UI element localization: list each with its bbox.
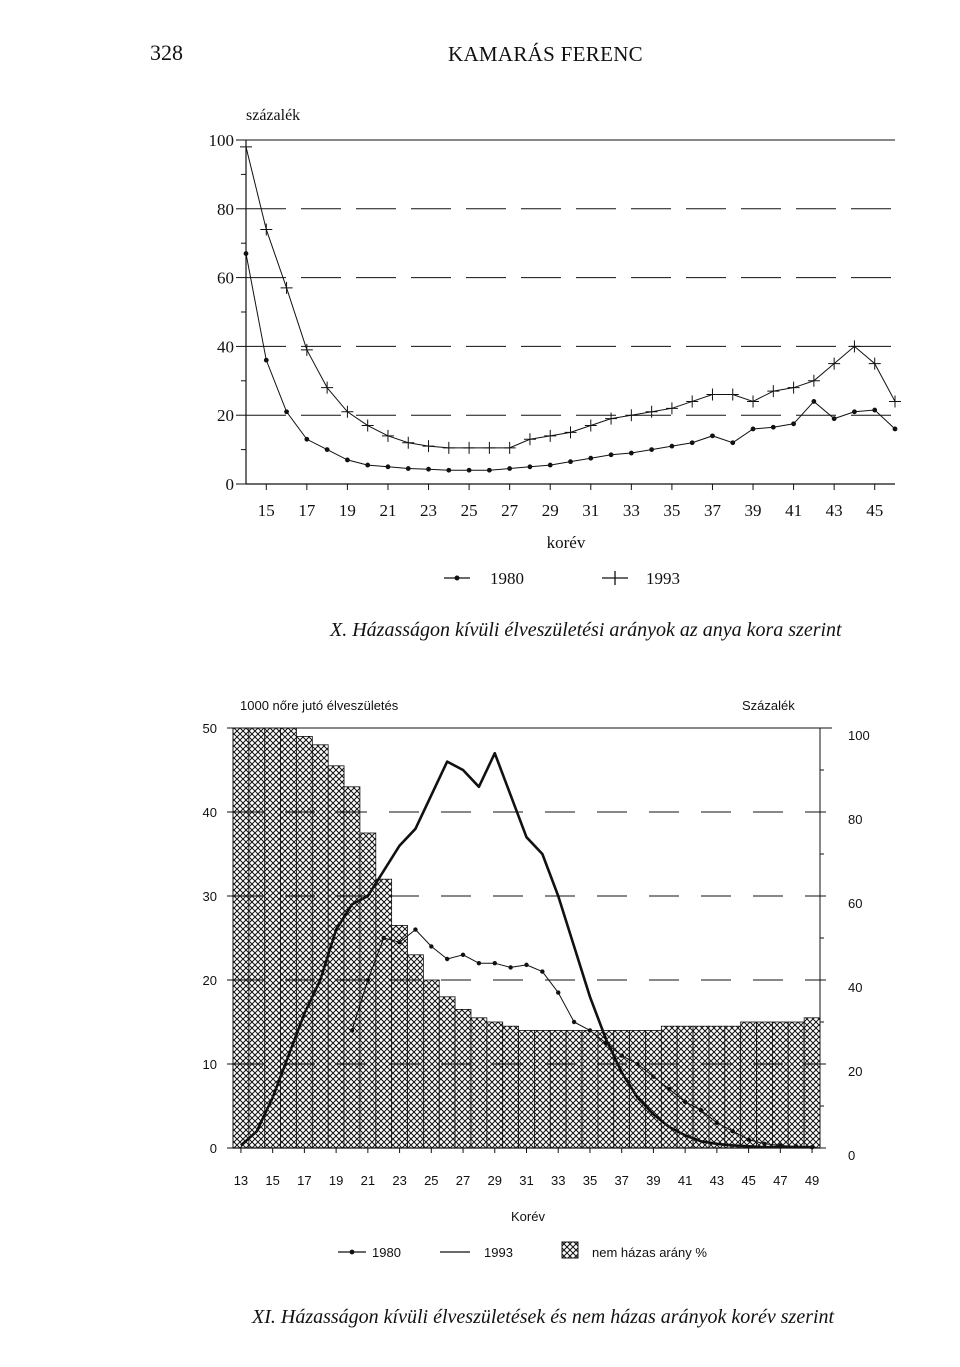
series-1980-point	[751, 427, 756, 432]
series-1993-point	[463, 442, 475, 454]
y-left-tick-label: 50	[202, 721, 217, 736]
running-head: KAMARÁS FERENC	[448, 42, 643, 66]
bar-nem-hazas	[550, 1030, 566, 1148]
series-1980-point	[832, 416, 837, 421]
series-1993-point	[666, 402, 678, 414]
bar-nem-hazas	[534, 1030, 550, 1148]
bar-nem-hazas	[709, 1026, 725, 1148]
x-tick-label: 25	[424, 1173, 439, 1188]
series-1980-point	[540, 969, 544, 973]
series-1980-point	[386, 464, 391, 469]
series-1993-point	[767, 385, 779, 397]
series-1993-point	[423, 440, 435, 452]
series-1980-point	[730, 440, 735, 445]
x-tick-label: 39	[744, 501, 762, 520]
series-1980-point	[762, 1142, 766, 1146]
series-1980-point	[507, 466, 512, 471]
bar-nem-hazas	[757, 1022, 773, 1148]
series-1980-point	[365, 463, 370, 468]
x-tick-label: 33	[622, 501, 640, 520]
x-tick-label: 29	[487, 1173, 503, 1188]
series-1980-point	[568, 459, 573, 464]
x-tick-label: 17	[297, 1173, 312, 1188]
series-1993-point	[443, 442, 455, 454]
chart-x-ylabel: százalék	[246, 107, 301, 124]
bar-nem-hazas	[392, 925, 408, 1148]
series-1980-point	[429, 944, 433, 948]
series-1980-point	[397, 940, 401, 944]
chart-xi-caption: XI. Házasságon kívüli élveszületések és nem házas arányok korév szerint	[252, 1306, 835, 1328]
bar-nem-hazas	[772, 1022, 788, 1148]
y-left-tick-label: 20	[202, 973, 217, 988]
series-1980-point	[852, 409, 857, 414]
series-1980-point	[556, 990, 560, 994]
series-1993-point	[889, 395, 901, 407]
series-1980-point	[244, 251, 249, 256]
x-tick-label: 17	[298, 501, 316, 520]
bar-nem-hazas	[693, 1026, 709, 1148]
chart-xi-bar-line	[0, 680, 960, 1280]
series-1993-point	[544, 430, 556, 442]
series-1980-point	[791, 421, 796, 426]
y-left-tick-label: 0	[209, 1141, 217, 1156]
series-1980-point	[619, 1053, 623, 1057]
series-1980-point	[683, 1100, 687, 1104]
series-1980-point	[413, 927, 417, 931]
x-tick-label: 15	[265, 1173, 280, 1188]
y-left-tick-label: 30	[202, 889, 217, 904]
series-1980-point	[715, 1121, 719, 1125]
y-tick-label: 80	[217, 199, 234, 219]
series-1980-point	[445, 957, 449, 961]
x-tick-label: 49	[804, 1173, 820, 1188]
x-tick-label: 43	[825, 501, 843, 520]
x-tick-label: 31	[582, 501, 600, 520]
series-1980-point	[264, 358, 269, 363]
bar-nem-hazas	[296, 736, 312, 1148]
bar-nem-hazas	[519, 1030, 535, 1148]
bar-nem-hazas	[677, 1026, 693, 1148]
x-tick-label: 35	[663, 501, 681, 520]
bar-nem-hazas	[455, 1009, 471, 1148]
bar-nem-hazas	[328, 766, 344, 1148]
legend-1980: 1980	[490, 569, 524, 588]
series-1980-point	[382, 936, 386, 940]
series-1980-point	[710, 433, 715, 438]
series-1980-point	[629, 451, 634, 456]
legend-nem-hazas: nem házas arány %	[592, 1245, 707, 1260]
series-1993-point	[585, 420, 597, 432]
series-1980-point	[893, 427, 898, 432]
y-tick-label: 20	[217, 406, 234, 426]
series-1980-point	[467, 468, 472, 473]
bar-nem-hazas	[249, 728, 265, 1148]
series-1980-point	[635, 1062, 639, 1066]
series-1993-point	[301, 344, 313, 356]
series-1993-point	[706, 389, 718, 401]
series-1993-point	[362, 420, 374, 432]
x-tick-label: 21	[360, 1173, 376, 1188]
series-1980-point	[667, 1087, 671, 1091]
x-tick-label: 43	[709, 1173, 725, 1188]
series-1980-point	[345, 458, 350, 463]
bar-nem-hazas	[471, 1018, 487, 1148]
chart-xi-ylabel-left: 1000 nőre jutó élveszületés	[240, 698, 399, 713]
x-tick-label: 29	[541, 501, 559, 520]
y-right-tick-label: 80	[848, 812, 863, 827]
chart-xi-ylabel-right: Százalék	[742, 698, 795, 713]
series-1980-point	[406, 466, 411, 471]
series-1993-point	[727, 389, 739, 401]
series-1993-point	[341, 406, 353, 418]
series-1993-point	[686, 395, 698, 407]
series-1980-point	[461, 953, 465, 957]
y-left-tick-label: 40	[202, 805, 217, 820]
series-1993-point	[321, 382, 333, 394]
bar-nem-hazas	[614, 1030, 630, 1148]
series-1993-point	[382, 430, 394, 442]
series-1980-point	[811, 399, 816, 404]
series-1980-point	[548, 463, 553, 468]
x-tick-label: 23	[420, 501, 438, 520]
bar-nem-hazas	[360, 833, 376, 1148]
series-1980-point	[446, 468, 451, 473]
x-tick-label: 45	[741, 1173, 756, 1188]
series-1993-point	[605, 413, 617, 425]
series-1980-point	[524, 963, 528, 967]
bar-nem-hazas	[408, 955, 424, 1148]
x-tick-label: 13	[233, 1173, 249, 1188]
x-tick-label: 41	[785, 501, 803, 520]
bar-nem-hazas	[582, 1030, 598, 1148]
series-1980-point	[771, 425, 776, 430]
series-1980-point	[588, 1028, 592, 1032]
bar-nem-hazas	[312, 745, 328, 1148]
y-right-tick-label: 100	[848, 728, 870, 743]
series-1980-point	[284, 409, 289, 414]
y-right-tick-label: 60	[848, 896, 863, 911]
bar-nem-hazas	[233, 728, 249, 1148]
x-tick-label: 37	[703, 501, 721, 520]
series-1980-point	[487, 468, 492, 473]
series-1980-point	[493, 961, 497, 965]
bar-nem-hazas	[645, 1030, 661, 1148]
series-1980-point	[731, 1129, 735, 1133]
y-right-tick-label: 20	[848, 1064, 863, 1079]
bar-nem-hazas	[344, 787, 360, 1148]
y-right-tick-label: 0	[848, 1148, 856, 1163]
x-tick-label: 27	[455, 1173, 471, 1188]
chart-xi-legend	[338, 1242, 707, 1260]
chart-x-legend	[444, 569, 680, 588]
legend-1993: 1993	[484, 1245, 513, 1260]
series-1980-point	[699, 1108, 703, 1112]
bar-nem-hazas	[423, 980, 439, 1148]
x-tick-label: 31	[519, 1173, 534, 1188]
x-tick-label: 23	[392, 1173, 407, 1188]
series-1993-point	[646, 406, 658, 418]
series-1980-point	[366, 978, 370, 982]
series-1993-point	[240, 141, 252, 153]
series-1993-point	[747, 395, 759, 407]
series-1993-point	[483, 442, 495, 454]
series-1980-point	[304, 437, 309, 442]
series-1980-point	[872, 408, 877, 413]
series-1980-point	[325, 447, 330, 452]
bar-nem-hazas	[376, 879, 392, 1148]
series-1980-point	[651, 1074, 655, 1078]
x-tick-label: 37	[614, 1173, 629, 1188]
bar-nem-hazas	[788, 1022, 804, 1148]
series-1993-point	[788, 382, 800, 394]
chart-x-xlabel: korév	[546, 533, 586, 552]
page-number: 328	[150, 40, 183, 65]
legend-1980: 1980	[372, 1245, 401, 1260]
x-tick-label: 21	[379, 501, 397, 520]
legend-1993: 1993	[646, 569, 680, 588]
x-tick-label: 33	[550, 1173, 566, 1188]
series-1980-point	[609, 452, 614, 457]
chart-x-caption: X. Házasságon kívüli élveszületési arányok az anya kora szerint	[330, 619, 842, 641]
x-tick-label: 19	[338, 501, 356, 520]
series-1993-point	[625, 409, 637, 421]
y-right-tick-label: 40	[848, 980, 863, 995]
series-1993-point	[402, 437, 414, 449]
bar-nem-hazas	[503, 1026, 519, 1148]
series-1993-point	[281, 282, 293, 294]
x-tick-label: 41	[677, 1173, 693, 1188]
x-tick-label: 27	[501, 501, 519, 520]
y-left-tick-label: 10	[202, 1057, 217, 1072]
series-1993-point	[504, 442, 516, 454]
x-tick-label: 25	[460, 501, 478, 520]
series-1980-point	[572, 1020, 576, 1024]
series-1980-point	[670, 444, 675, 449]
series-1980-point	[426, 467, 431, 472]
series-1980-point	[746, 1137, 750, 1141]
bar-nem-hazas	[439, 997, 455, 1148]
chart-x-line	[0, 0, 960, 600]
x-tick-label: 35	[582, 1173, 598, 1188]
y-tick-label: 60	[217, 268, 234, 288]
series-1980-point	[690, 440, 695, 445]
x-tick-label: 19	[328, 1173, 344, 1188]
y-tick-label: 40	[217, 337, 234, 357]
x-tick-label: 45	[866, 501, 884, 520]
y-tick-label: 100	[208, 131, 234, 150]
x-tick-label: 47	[773, 1173, 788, 1188]
bar-nem-hazas	[281, 728, 297, 1148]
series-1993-point	[524, 433, 536, 445]
series-1980-point	[649, 447, 654, 452]
series-1980-point	[588, 456, 593, 461]
bar-nem-hazas	[804, 1018, 820, 1148]
series-1980-point	[508, 965, 512, 969]
series-1993-point	[565, 426, 577, 438]
series-1980-point	[528, 464, 533, 469]
chart-xi-xlabel: Korév	[511, 1209, 545, 1224]
series-1980-point	[350, 1028, 354, 1032]
bar-nem-hazas	[741, 1022, 757, 1148]
series-1993-point	[260, 223, 272, 235]
bar-nem-hazas	[566, 1030, 582, 1148]
series-1993-line	[246, 147, 895, 448]
x-tick-label: 15	[257, 501, 275, 520]
series-1980-point	[477, 961, 481, 965]
x-tick-label: 39	[646, 1173, 661, 1188]
y-tick-label: 0	[225, 475, 234, 494]
bar-nem-hazas	[487, 1022, 503, 1148]
